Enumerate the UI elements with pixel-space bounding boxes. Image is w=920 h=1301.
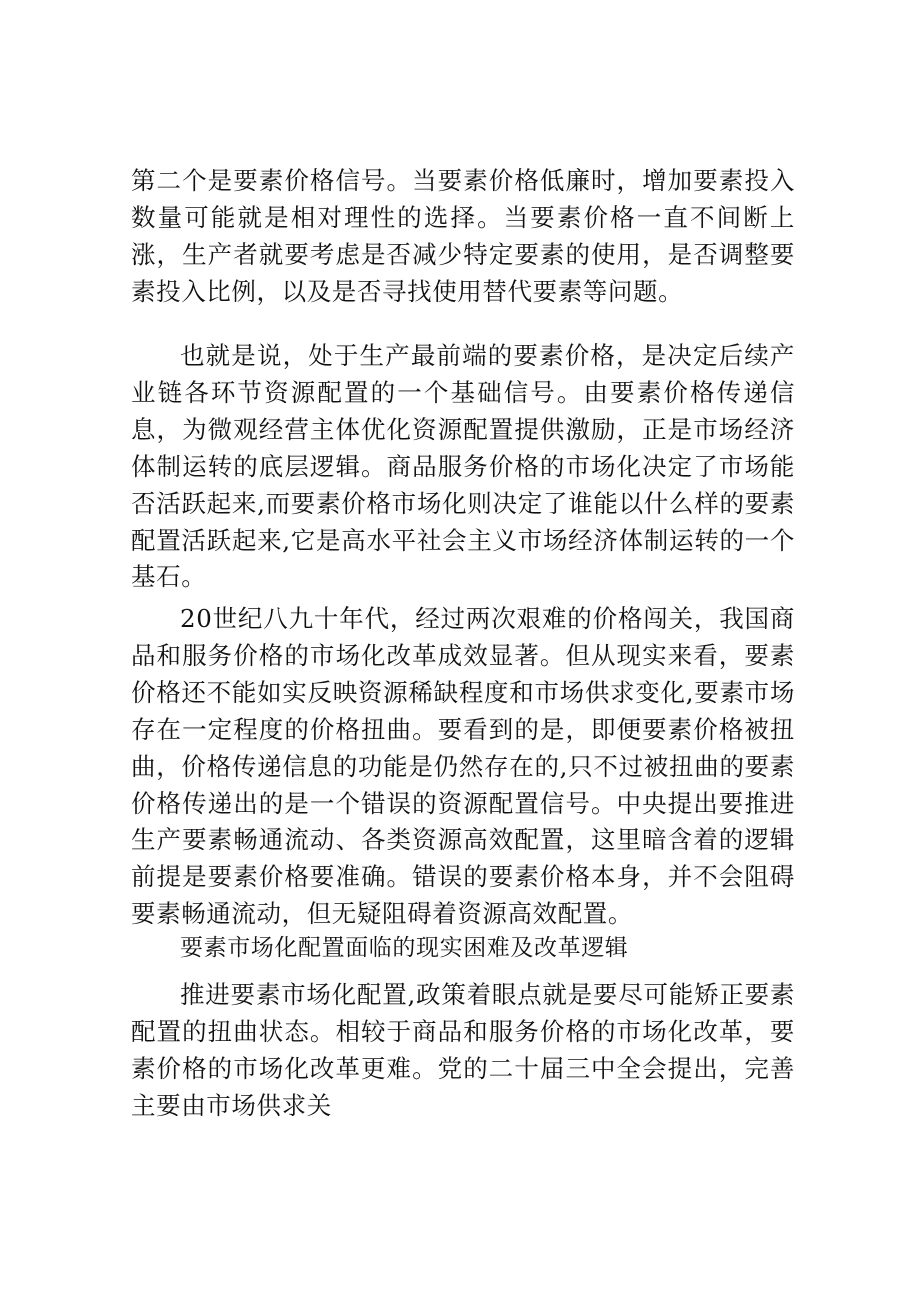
paragraph-market-allocation-policy: 推进要素市场化配置,政策着眼点就是要尽可能矫正要素配置的扭曲状态。相较于商品和服务价格的市场化改革，要素价格的市场化改革更难。党的二十届三中全会提出，完善主要由市场供求关 — [131, 980, 795, 1120]
paragraph-price-reform-history: 20世纪八九十年代，经过两次艰难的价格闯关，我国商品和服务价格的市场化改革成效显著。但从现实来看，要素价格还不能如实反映资源稀缺程度和市场供求变化,要素市场存在一定程度的价格扭曲。要看到的是，即便要素价格被扭曲，价格传递信息的功能是仍然存在的,只不过被扭曲的要素价格传递出的是一个错误的资源配置信号。中央提出要推进生产要素畅通流动、各类资源高效配置，这里暗含着的逻辑前提是要素价格要准确。错误的要素价格本身，并不会阻碍要素畅通流动，但无疑阻碍着资源高效配置。 — [131, 604, 795, 929]
paragraph-factor-price-signal: 第二个是要素价格信号。当要素价格低廉时，增加要素投入数量可能就是相对理性的选择。当要素价格一直不间断上涨，生产者就要考虑是否减少特定要素的使用，是否调整要素投入比例，以及是否寻找使用替代要素等问题。 — [131, 166, 795, 306]
section-heading: 要素市场化配置面临的现实困难及改革逻辑 — [180, 935, 629, 961]
paragraph-price-as-basic-signal: 也就是说，处于生产最前端的要素价格，是决定后续产业链各环节资源配置的一个基础信号。由要素价格传递信息，为微观经营主体优化资源配置提供激励，正是市场经济体制运转的底层逻辑。商品服务价格的市场化决定了市场能否活跃起来,而要素价格市场化则决定了谁能以什么样的要素配置活跃起来,它是高水平社会主义市场经济体制运转的一个基石。 — [131, 341, 795, 592]
